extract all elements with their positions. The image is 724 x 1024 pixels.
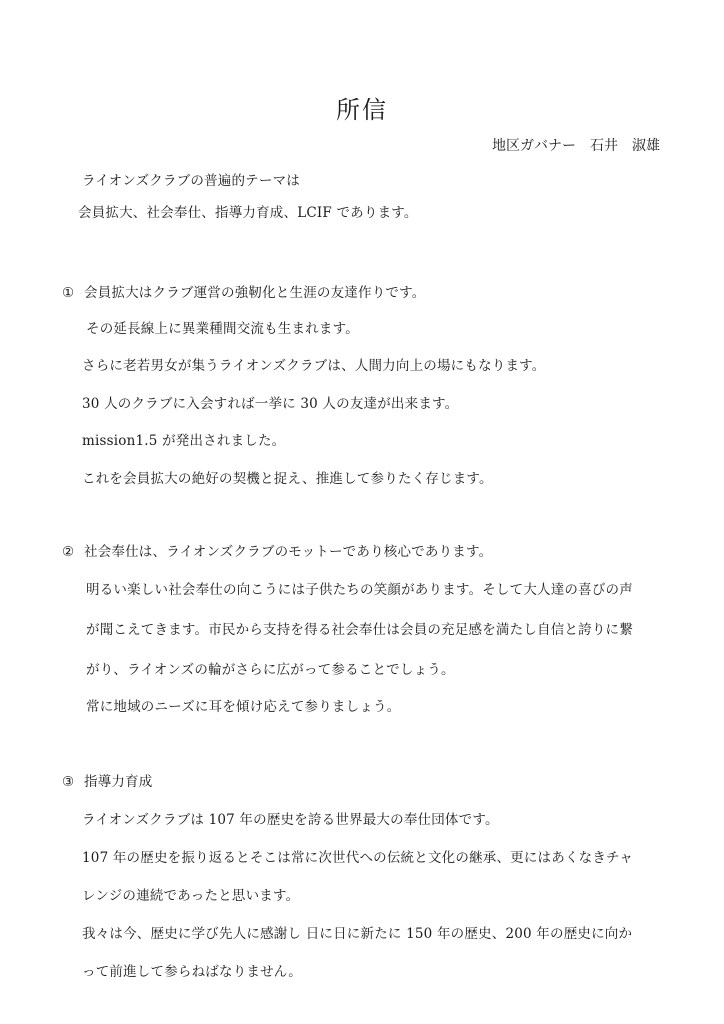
section-line: 常に地域のニーズに耳を傾け応えて参りましょう。 xyxy=(86,699,401,715)
section-heading-text: 会員拡大はクラブ運営の強靭化と生涯の友達作りです。 xyxy=(84,285,426,301)
section-heading-text: 指導力育成 xyxy=(84,774,153,790)
section-line: 30 人のクラブに入会すれば一挙に 30 人の友達が出来ます。 xyxy=(82,396,459,412)
section-line: その延長線上に異業種間交流も生まれます。 xyxy=(86,321,359,337)
section-line: って前進して参らねばなりません。 xyxy=(82,964,303,980)
intro-line: 会員拡大、社会奉仕、指導力育成、LCIF であります。 xyxy=(78,205,418,221)
section-line: ライオンズクラブは 107 年の歴史を誇る世界最大の奉仕団体です。 xyxy=(82,812,499,828)
section-line: 107 年の歴史を振り返るとそこは常に次世代への伝統と文化の継承、更にはあくなきチャ xyxy=(82,850,634,866)
section-line: mission1.5 が発出されました。 xyxy=(82,433,286,449)
page-title: 所信 xyxy=(336,96,388,124)
section-line: がり、ライオンズの輪がさらに広がって参ることでしょう。 xyxy=(86,662,455,678)
section-heading xyxy=(62,287,425,301)
section-number: ② xyxy=(62,544,75,560)
section-heading xyxy=(62,776,153,790)
section-heading xyxy=(62,546,492,560)
section-line: これを会員拡大の絶好の契機と捉え、推進して参りたく存じます。 xyxy=(82,471,493,487)
section-heading-text: 社会奉仕は、ライオンズクラブのモットーであり核心であります。 xyxy=(84,544,493,560)
intro-line: ライオンズクラブの普遍的テーマは xyxy=(82,173,300,189)
section-number: ① xyxy=(62,285,75,301)
section-line: 明るい楽しい社会奉仕の向こうには子供たちの笑顔があります。そして大人達の喜びの声 xyxy=(86,582,633,598)
section-line: レンジの連続であったと思います。 xyxy=(82,888,300,904)
section-line: 我々は今、歴史に学び先人に感謝し 日に日に新たに 150 年の歴史、200 年の歴史に向か xyxy=(82,926,633,942)
section-line: が聞こえてきます。市民から支持を得る社会奉仕は会員の充足感を満たし自信と誇りに繋 xyxy=(86,622,633,638)
author-line: 地区ガバナー 石井 淑雄 xyxy=(492,138,660,154)
section-number: ③ xyxy=(62,774,75,790)
section-line: さらに老若男女が集うライオンズクラブは、人間力向上の場にもなります。 xyxy=(82,358,546,374)
